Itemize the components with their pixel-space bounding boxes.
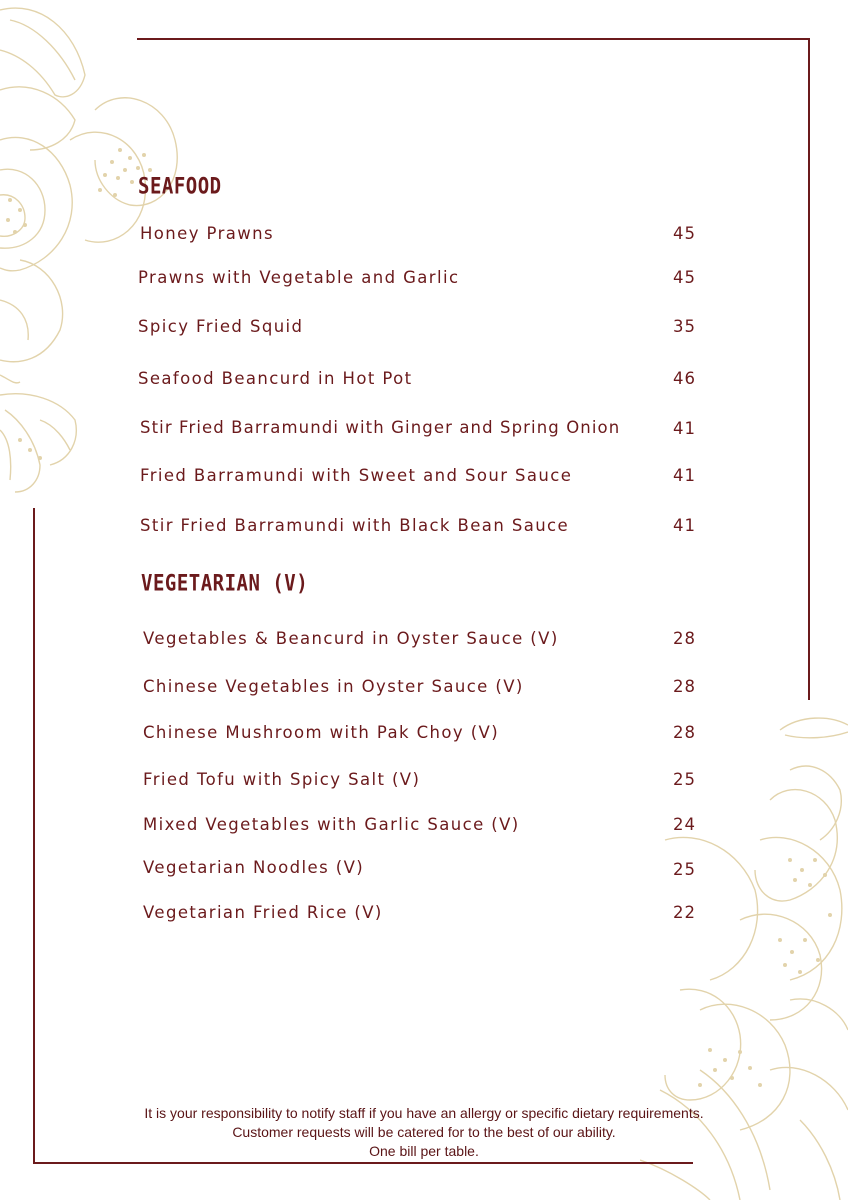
- menu-item-price: 45: [673, 224, 696, 243]
- menu-item-name: Spicy Fried Squid: [138, 317, 304, 336]
- frame-top-border: [137, 38, 810, 40]
- menu-item-price: 25: [673, 770, 696, 789]
- menu-item-price: 41: [673, 419, 696, 438]
- menu-item-name: Stir Fried Barramundi with Ginger and Spring Onion: [140, 418, 621, 437]
- menu-item-price: 46: [673, 369, 696, 388]
- menu-item-price: 25: [673, 860, 696, 879]
- frame-bottom-border: [33, 1162, 693, 1164]
- bill-notice-line: One bill per table.: [369, 1143, 479, 1159]
- menu-item-price: 45: [673, 268, 696, 287]
- menu-item-price: 24: [673, 815, 696, 834]
- menu-item-price: 28: [673, 677, 696, 696]
- menu-item-price: 22: [673, 903, 696, 922]
- catering-notice-line: Customer requests will be catered for to the best of our ability.: [232, 1124, 616, 1140]
- vegetarian-section-title: VEGETARIAN (V): [141, 571, 309, 597]
- frame-left-border: [33, 508, 35, 1164]
- menu-item-name: Chinese Mushroom with Pak Choy (V): [143, 723, 500, 742]
- menu-item-price: 28: [673, 629, 696, 648]
- menu-item-name: Fried Barramundi with Sweet and Sour Sauce: [140, 466, 573, 485]
- menu-item-name: Prawns with Vegetable and Garlic: [138, 268, 460, 287]
- menu-item-name: Vegetarian Noodles (V): [143, 858, 365, 877]
- menu-item-name: Mixed Vegetables with Garlic Sauce (V): [143, 815, 520, 834]
- frame-right-border: [808, 38, 810, 700]
- menu-item-price: 35: [673, 317, 696, 336]
- menu-item-name: Vegetarian Fried Rice (V): [143, 903, 383, 922]
- allergy-notice: [60, 1104, 788, 1161]
- menu-item-price: 28: [673, 723, 696, 742]
- menu-item-price: 41: [673, 516, 696, 535]
- allergy-notice-line: It is your responsibility to notify staff if you have an allergy or specific dietary requirements.: [144, 1105, 704, 1121]
- menu-item-name: Stir Fried Barramundi with Black Bean Sauce: [140, 516, 570, 535]
- menu-item-name: Chinese Vegetables in Oyster Sauce (V): [143, 677, 524, 696]
- menu-item-name: Honey Prawns: [140, 224, 275, 243]
- menu-item-name: Fried Tofu with Spicy Salt (V): [143, 770, 421, 789]
- menu-item-price: 41: [673, 466, 696, 485]
- menu-item-name: Vegetables & Beancurd in Oyster Sauce (V): [143, 629, 559, 648]
- seafood-section-title: SEAFOOD: [138, 174, 222, 200]
- menu-item-name: Seafood Beancurd in Hot Pot: [138, 369, 413, 388]
